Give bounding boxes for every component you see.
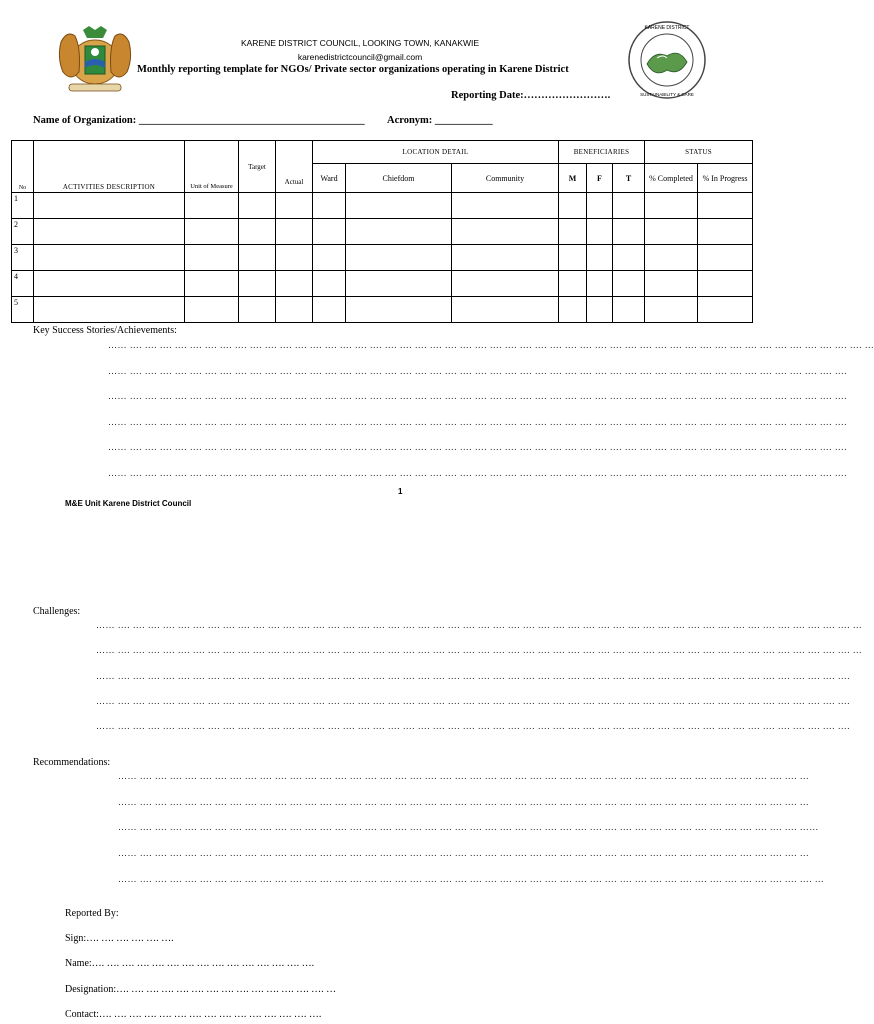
dotted-answer-line[interactable]: …… …. …. …. …. …. …. …. …. …. …. …. …. …. …. …. …. …. …. …. …. …. …. …. …. …. …. …. …. …. …. …. …. …. …. …. …. …. …. …. …. …. …. …. …. …. …. …. …. …. bbox=[96, 695, 850, 706]
reporting-date-field[interactable]: Reporting Date:……………………. bbox=[451, 90, 611, 101]
table-cell[interactable] bbox=[587, 193, 613, 219]
designation-field[interactable]: Designation:…. …. …. …. …. …. …. …. …. …. …. …. …. …. … bbox=[65, 984, 337, 995]
table-cell[interactable] bbox=[185, 297, 239, 323]
table-cell[interactable] bbox=[34, 219, 185, 245]
dotted-answer-line[interactable]: …… …. …. …. …. …. …. …. …. …. …. …. …. …. …. …. …. …. …. …. …. …. …. …. …. …. …. …. …. …. …. …. …. …. …. …. …. …. …. …. …. …. …. …. …. …. …. …. …. …. … bbox=[108, 340, 874, 350]
dotted-answer-line[interactable]: …… …. …. …. …. …. …. …. …. …. …. …. …. …. …. …. …. …. …. …. …. …. …. …. …. …. …. …. …. …. …. …. …. …. …. …. …. …. …. …. …. …. …. …. …. … bbox=[118, 771, 810, 781]
sign-field[interactable]: Sign:…. …. …. …. …. …. bbox=[65, 933, 174, 944]
table-cell[interactable] bbox=[276, 271, 313, 297]
status-header: STATUS bbox=[645, 141, 753, 164]
row-number: 3 bbox=[12, 245, 34, 271]
table-cell[interactable] bbox=[185, 245, 239, 271]
table-cell[interactable] bbox=[587, 219, 613, 245]
challenges-label: Challenges: bbox=[33, 606, 81, 617]
table-cell[interactable] bbox=[559, 219, 587, 245]
actual-header: Actual bbox=[276, 141, 313, 193]
table-cell[interactable] bbox=[313, 271, 346, 297]
table-cell[interactable] bbox=[346, 245, 452, 271]
t-header: T bbox=[613, 164, 645, 193]
dotted-answer-line[interactable]: …… …. …. …. …. …. …. …. …. …. …. …. …. …. …. …. …. …. …. …. …. …. …. …. …. …. …. …. …. …. …. …. …. …. …. …. …. …. …. …. …. …. …. …. …. …. …. …. …. …. … bbox=[96, 620, 863, 630]
table-cell[interactable] bbox=[452, 193, 559, 219]
form-title: Monthly reporting template for NGOs/ Private sector organizations operating in Karene District bbox=[137, 64, 569, 75]
table-cell[interactable] bbox=[613, 219, 645, 245]
target-header: Target bbox=[239, 141, 276, 193]
council-seal-icon bbox=[627, 20, 707, 100]
table-cell[interactable] bbox=[698, 193, 753, 219]
row-number: 1 bbox=[12, 193, 34, 219]
svg-text:KARENE DISTRICT: KARENE DISTRICT bbox=[644, 25, 690, 31]
table-cell[interactable] bbox=[613, 271, 645, 297]
table-cell[interactable] bbox=[645, 245, 698, 271]
dotted-answer-line[interactable]: …… …. …. …. …. …. …. …. …. …. …. …. …. …. …. …. …. …. …. …. …. …. …. …. …. …. …. …. …. …. …. …. …. …. …. …. …. …. …. …. …. …. …. …. …. …… bbox=[118, 822, 819, 833]
ward-header: Ward bbox=[313, 164, 346, 193]
table-cell[interactable] bbox=[185, 219, 239, 245]
table-cell[interactable] bbox=[276, 219, 313, 245]
beneficiaries-header: BENEFICIARIES bbox=[559, 141, 645, 164]
completed-header: % Completed bbox=[645, 164, 698, 193]
dotted-answer-line[interactable]: …… …. …. …. …. …. …. …. …. …. …. …. …. …. …. …. …. …. …. …. …. …. …. …. …. …. …. …. …. …. …. …. …. …. …. …. …. …. …. …. …. …. …. …. …. …. …. …. …. bbox=[108, 467, 847, 478]
chiefdom-header: Chiefdom bbox=[346, 164, 452, 193]
table-row bbox=[12, 245, 753, 271]
table-cell[interactable] bbox=[313, 193, 346, 219]
dotted-answer-line[interactable]: …… …. …. …. …. …. …. …. …. …. …. …. …. …. …. …. …. …. …. …. …. …. …. …. …. …. …. …. …. …. …. …. …. …. …. …. …. …. …. …. …. …. …. …. …. …. …. …. …. bbox=[108, 391, 847, 401]
reported-by-label: Reported By: bbox=[65, 908, 119, 919]
table-cell[interactable] bbox=[559, 271, 587, 297]
table-cell[interactable] bbox=[587, 297, 613, 323]
table-cell[interactable] bbox=[452, 245, 559, 271]
f-header: F bbox=[587, 164, 613, 193]
table-cell[interactable] bbox=[313, 245, 346, 271]
m-header: M bbox=[559, 164, 587, 193]
table-cell[interactable] bbox=[34, 297, 185, 323]
table-cell[interactable] bbox=[645, 219, 698, 245]
table-cell[interactable] bbox=[645, 297, 698, 323]
dotted-answer-line[interactable]: …… …. …. …. …. …. …. …. …. …. …. …. …. …. …. …. …. …. …. …. …. …. …. …. …. …. …. …. …. …. …. …. …. …. …. …. …. …. …. …. …. …. …. …. …. …. …. …. …. bbox=[108, 365, 847, 376]
success-label: Key Success Stories/Achievements: bbox=[33, 325, 177, 336]
table-cell[interactable] bbox=[276, 297, 313, 323]
table-cell[interactable] bbox=[185, 271, 239, 297]
name-field[interactable]: Name:…. …. …. …. …. …. …. …. …. …. …. …. …. …. …. bbox=[65, 958, 315, 969]
dotted-answer-line[interactable]: …… …. …. …. …. …. …. …. …. …. …. …. …. …. …. …. …. …. …. …. …. …. …. …. …. …. …. …. …. …. …. …. …. …. …. …. …. …. …. …. …. …. …. …. …. …. …. …. …. …. bbox=[96, 721, 850, 732]
table-cell[interactable] bbox=[587, 271, 613, 297]
table-cell[interactable] bbox=[613, 245, 645, 271]
table-cell[interactable] bbox=[559, 297, 587, 323]
table-cell[interactable] bbox=[559, 245, 587, 271]
table-cell[interactable] bbox=[346, 297, 452, 323]
inprogress-header: % In Progress bbox=[698, 164, 753, 193]
table-cell[interactable] bbox=[239, 297, 276, 323]
table-cell[interactable] bbox=[185, 193, 239, 219]
dotted-answer-line[interactable]: …… …. …. …. …. …. …. …. …. …. …. …. …. …. …. …. …. …. …. …. …. …. …. …. …. …. …. …. …. …. …. …. …. …. …. …. …. …. …. …. …. …. …. …. …. …. …. …. …. bbox=[108, 416, 847, 427]
table-cell[interactable] bbox=[346, 193, 452, 219]
table-cell[interactable] bbox=[452, 297, 559, 323]
table-cell[interactable] bbox=[587, 245, 613, 271]
coat-of-arms-icon bbox=[53, 22, 137, 94]
activities-header: ACTIVITIES DESCRIPTION bbox=[34, 141, 185, 193]
table-cell[interactable] bbox=[313, 297, 346, 323]
row-number: 5 bbox=[12, 297, 34, 323]
table-cell[interactable] bbox=[34, 245, 185, 271]
table-cell[interactable] bbox=[276, 193, 313, 219]
recommendations-label: Recommendations: bbox=[33, 757, 111, 768]
contact-field[interactable]: Contact:…. …. …. …. …. …. …. …. …. …. …. …. …. …. …. bbox=[65, 1009, 322, 1020]
organization-name-field[interactable]: Name of Organization: ___________________________________________ bbox=[33, 115, 365, 126]
page-number: 1 bbox=[398, 487, 403, 496]
table-cell[interactable] bbox=[452, 271, 559, 297]
table-row bbox=[12, 193, 753, 219]
table-cell[interactable] bbox=[645, 271, 698, 297]
table-cell[interactable] bbox=[452, 219, 559, 245]
unit-header: Unit of Measure bbox=[185, 141, 239, 193]
table-cell[interactable] bbox=[34, 193, 185, 219]
table-cell[interactable] bbox=[698, 271, 753, 297]
table-cell[interactable] bbox=[239, 219, 276, 245]
table-cell[interactable] bbox=[645, 193, 698, 219]
table-cell[interactable] bbox=[698, 297, 753, 323]
table-cell[interactable] bbox=[239, 245, 276, 271]
table-cell[interactable] bbox=[276, 245, 313, 271]
no-header: No bbox=[12, 141, 34, 193]
table-row bbox=[12, 271, 753, 297]
council-address: KARENE DISTRICT COUNCIL, LOOKING TOWN, KANAKWIE bbox=[240, 38, 480, 48]
council-email: karenedistrictcouncil@gmail.com bbox=[297, 52, 423, 62]
table-cell[interactable] bbox=[34, 271, 185, 297]
dotted-answer-line[interactable]: …… …. …. …. …. …. …. …. …. …. …. …. …. …. …. …. …. …. …. …. …. …. …. …. …. …. …. …. …. …. …. …. …. …. …. …. …. …. …. …. …. …. …. …. …. … bbox=[118, 796, 810, 807]
table-cell[interactable] bbox=[698, 219, 753, 245]
row-number: 2 bbox=[12, 219, 34, 245]
table-cell[interactable] bbox=[613, 193, 645, 219]
dotted-answer-line[interactable]: …… …. …. …. …. …. …. …. …. …. …. …. …. …. …. …. …. …. …. …. …. …. …. …. …. …. …. …. …. …. …. …. …. …. …. …. …. …. …. …. …. …. …. …. …. …. …. …. …. …. bbox=[96, 670, 850, 681]
table-cell[interactable] bbox=[346, 271, 452, 297]
table-cell[interactable] bbox=[698, 245, 753, 271]
table-cell[interactable] bbox=[346, 219, 452, 245]
svg-text:SUSTAINABILITY & CARE: SUSTAINABILITY & CARE bbox=[640, 92, 694, 97]
dotted-answer-line[interactable]: …… …. …. …. …. …. …. …. …. …. …. …. …. …. …. …. …. …. …. …. …. …. …. …. …. …. …. …. …. …. …. …. …. …. …. …. …. …. …. …. …. …. …. …. …. …. …. …. …. bbox=[108, 442, 847, 452]
acronym-field[interactable]: Acronym: ___________ bbox=[387, 115, 493, 126]
table-row bbox=[12, 297, 753, 323]
table-cell[interactable] bbox=[559, 193, 587, 219]
dotted-answer-line[interactable]: …… …. …. …. …. …. …. …. …. …. …. …. …. …. …. …. …. …. …. …. …. …. …. …. …. …. …. …. …. …. …. …. …. …. …. …. …. …. …. …. …. …. …. …. …. …. … bbox=[118, 873, 825, 884]
dotted-answer-line[interactable]: …… …. …. …. …. …. …. …. …. …. …. …. …. …. …. …. …. …. …. …. …. …. …. …. …. …. …. …. …. …. …. …. …. …. …. …. …. …. …. …. …. …. …. …. …. …. …. …. …. …. … bbox=[96, 645, 863, 656]
community-header: Community bbox=[452, 164, 559, 193]
table-cell[interactable] bbox=[613, 297, 645, 323]
table-cell[interactable] bbox=[239, 271, 276, 297]
table-cell[interactable] bbox=[239, 193, 276, 219]
dotted-answer-line[interactable]: …… …. …. …. …. …. …. …. …. …. …. …. …. …. …. …. …. …. …. …. …. …. …. …. …. …. …. …. …. …. …. …. …. …. …. …. …. …. …. …. …. …. …. …. …. … bbox=[118, 848, 810, 859]
table-row bbox=[12, 219, 753, 245]
activities-table bbox=[11, 140, 753, 323]
page-footer: M&E Unit Karene District Council bbox=[65, 499, 192, 508]
table-cell[interactable] bbox=[313, 219, 346, 245]
row-number: 4 bbox=[12, 271, 34, 297]
location-header: LOCATION DETAIL bbox=[313, 141, 559, 164]
